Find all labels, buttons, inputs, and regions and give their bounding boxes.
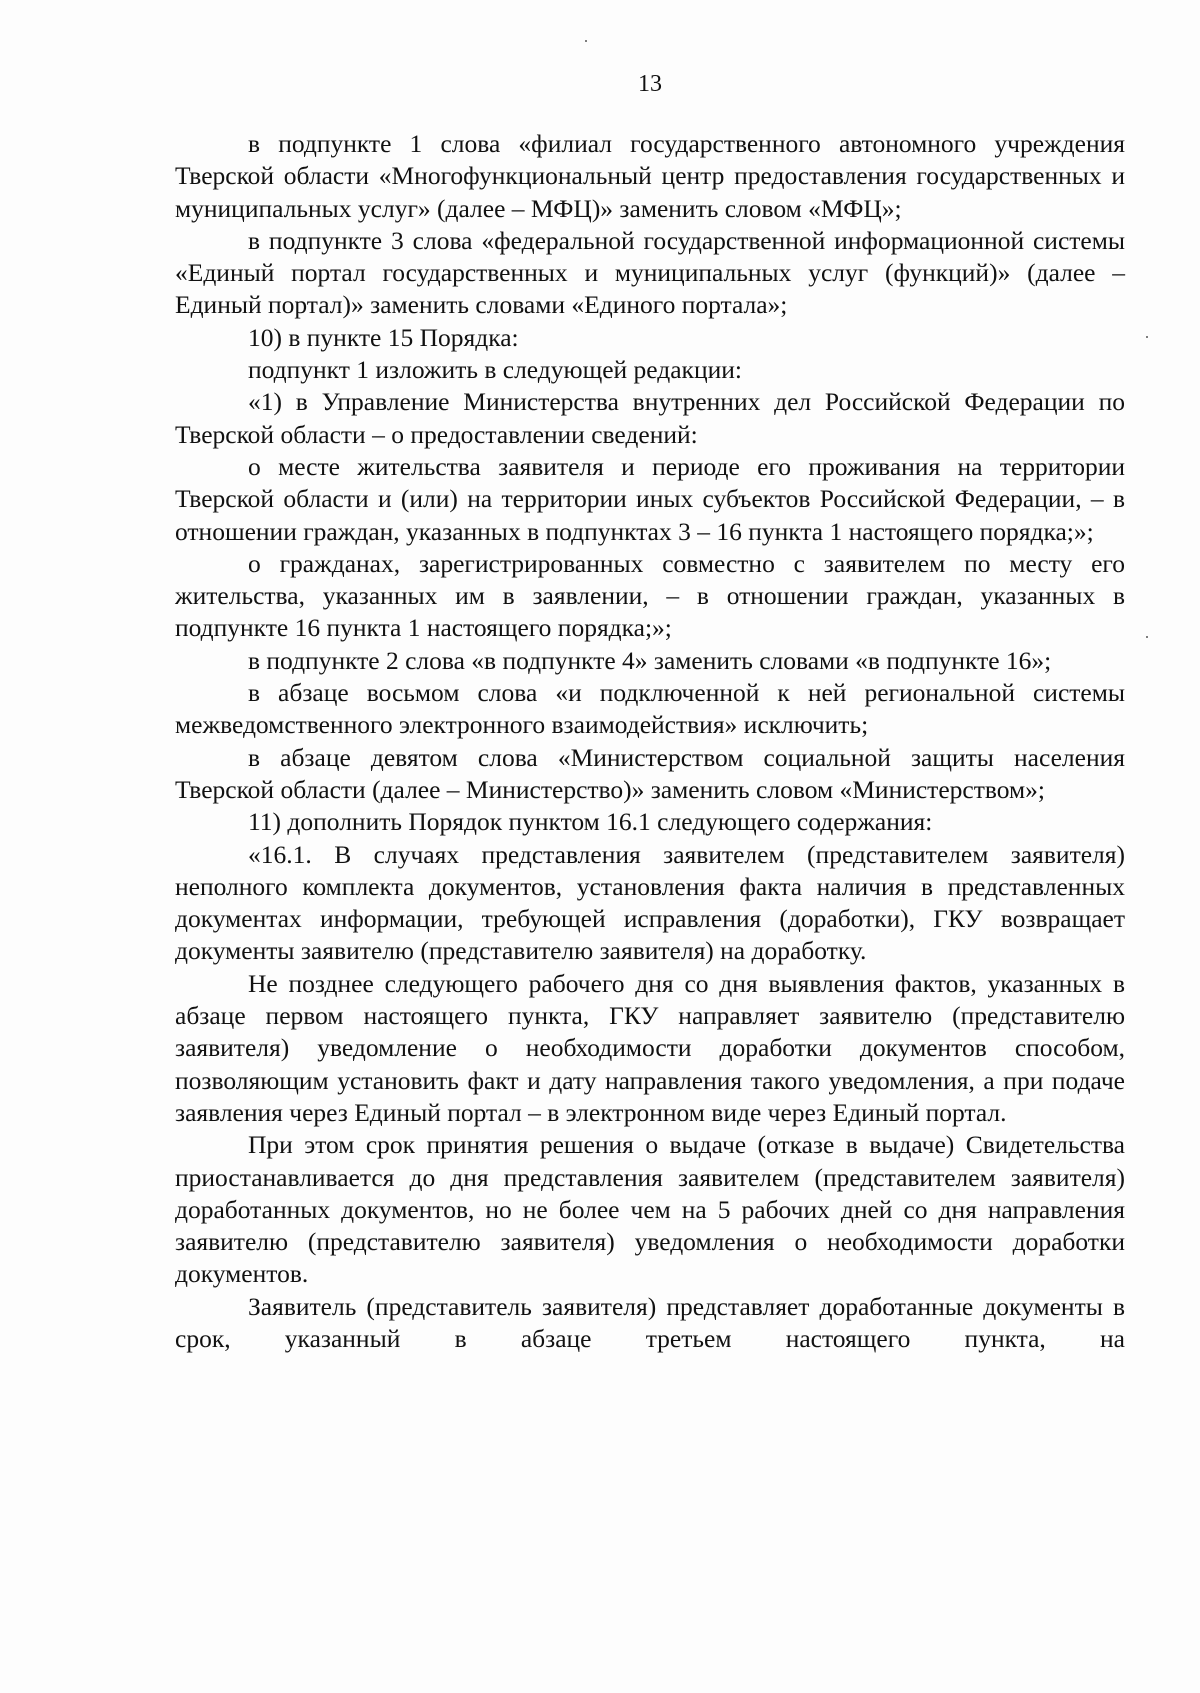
paragraph: в абзаце девятом слова «Министерством социальной защиты населения Тверской области (далее – Министерство)» заменить словом «Министерством»; (175, 742, 1125, 804)
paragraph: подпункт 1 изложить в следующей редакции: (248, 355, 742, 385)
paragraph: в подпункте 1 слова «филиал государственного автономного учреждения Тверской области «Многофункциональный центр предоставления государственных и муниципальных услуг» (далее – МФЦ)» заменить словом «МФЦ»; (175, 129, 1125, 223)
paragraph: Не позднее следующего рабочего дня со дня выявления фактов, указанных в абзаце первом настоящего пункта, ГКУ направляет заявителю (представителю заявителя) уведомление о необходимости доработки документов способом, позволяющим установить факт и дату направления такого уведомления, а при подаче заявления через Единый портал – в электронном виде через Единый портал. (175, 968, 1125, 1127)
paragraph-continued: Заявитель (представитель заявителя) представляет доработанные документы в срок, указанный в абзаце третьем настоящего пункта, на (175, 1291, 1125, 1353)
scan-speck (585, 40, 587, 42)
paragraph: о гражданах, зарегистрированных совместно с заявителем по месту его жительства, указанных им в заявлении, – в отношении граждан, указанных в подпункте 16 пункта 1 настоящего порядка;»; (175, 548, 1125, 643)
document-body (175, 128, 1125, 1355)
paragraph: 11) дополнить Порядок пунктом 16.1 следующего содержания: (248, 807, 933, 837)
scan-speck (1146, 336, 1148, 338)
paragraph: «1) в Управление Министерства внутренних дел Российской Федерации по Тверской области – о предоставлении сведений: (175, 387, 1125, 449)
paragraph: о месте жительства заявителя и периоде его проживания на территории Тверской области и (или) на территории иных субъектов Российской Федерации, – в отношении граждан, указанных в подпунктах 3 – 16 пункта 1 настоящего порядка;»; (175, 451, 1125, 546)
paragraph: 10) в пункте 15 Порядка: (248, 322, 519, 352)
paragraph: При этом срок принятия решения о выдаче (отказе в выдаче) Свидетельства приостанавливается до дня представления заявителем (представителем заявителя) доработанных документов, но не более чем на 5 рабочих дней со дня направления заявителю (представителю заявителя) уведомления о необходимости доработки документов. (175, 1130, 1125, 1289)
paragraph: в подпункте 2 слова «в подпункте 4» заменить словами «в подпункте 16»; (248, 645, 1052, 675)
paragraph: в абзаце восьмом слова «и подключенной к ней региональной системы межведомственного электронного взаимодействия» исключить; (175, 678, 1125, 740)
page-number: 13 (638, 71, 662, 97)
paragraph: в подпункте 3 слова «федеральной государственной информационной системы «Единый портал государственных и муниципальных услуг (функций)» (далее – Единый портал)» заменить словами «Единого портала»; (175, 225, 1125, 320)
scan-speck (1146, 636, 1148, 638)
paragraph: «16.1. В случаях представления заявителем (представителем заявителя) неполного комплекта документов, установления факта наличия в представленных документах информации, требующей исправления (доработки), ГКУ возвращает документы заявителю (представителю заявителя) на доработку. (175, 839, 1125, 966)
